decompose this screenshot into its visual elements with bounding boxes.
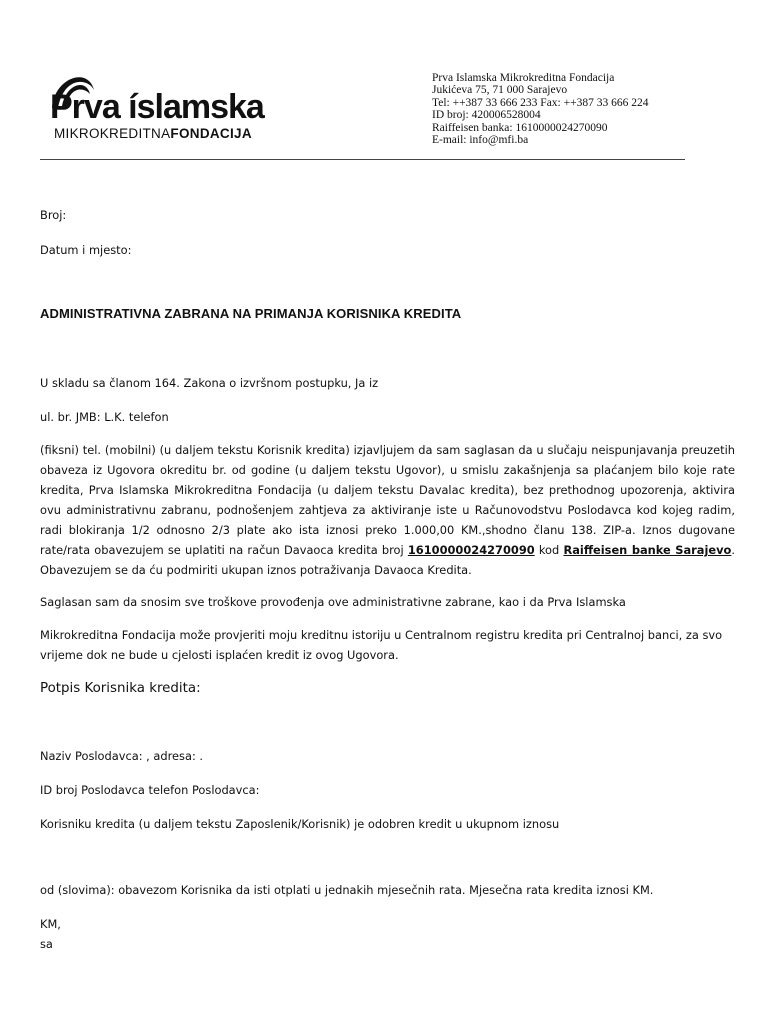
paragraph-2: Saglasan sam da snosim sve troškove provođenja ove administrativne zabrane, kao i da Prva Islamska [40, 595, 626, 609]
contact-line: ID broj: 420006528004 [432, 109, 541, 122]
paragraph-3: Mikrokreditna Fondacija može provjeriti moju kreditnu istoriju u Centralnom registru kredita pri Centralnoj banci, za svo vrijeme dok ne bude u cjelosti isplaćen kredit iz ovog Ugovora. [40, 628, 723, 662]
contact-line: Prva Islamska Mikrokreditna Fondacija [432, 72, 615, 84]
contact-line: E-mail: info@mfi.ba [432, 134, 529, 147]
document-title: ADMINISTRATIVNA ZABRANA NA PRIMANJA KORISNIKA KREDITA [40, 306, 462, 321]
contact-block [432, 72, 712, 146]
bank-name: Raiffeisen banke Sarajevo [563, 543, 732, 557]
broj-field: Broj: [40, 208, 67, 222]
main-text-b: kod [534, 543, 564, 557]
contact-line: Raiffeisen banka: 1610000024270090 [432, 121, 608, 134]
account-number: 1610000024270090 [407, 543, 535, 557]
intro-line-2: ul. br. JMB: L.K. telefon [40, 410, 169, 424]
main-paragraph [40, 440, 735, 580]
main-text-c: . Obavezujem se da ću podmiriti ukupan iznos potraživanja Davaoca Kredita. [40, 543, 735, 577]
installment-line: od (slovima): obavezom Korisnika da isti otplati u jednakih mjesečnih rata. Mjesečna rata kredita iznosi KM. [40, 883, 654, 897]
datum-field: Datum i mjesto: [40, 243, 132, 257]
signature-label: Potpis Korisnika kredita: [40, 681, 201, 696]
logo [48, 68, 273, 146]
credit-line: Korisniku kredita (u daljem tekstu Zaposlenik/Korisnik) je odobren kredit u ukupnom iznosu [40, 817, 560, 831]
employer-id-line: ID broj Poslodavca telefon Poslodavca: [40, 783, 260, 797]
contact-line: Jukićeva 75, 71 000 Sarajevo [432, 84, 568, 97]
header-divider [40, 159, 685, 160]
logo-subtitle-a: MIKROKREDITNA [54, 126, 171, 141]
km-line: KM, [40, 917, 61, 931]
sa-line: sa [40, 937, 53, 951]
logo-wordmark: Prva íslamska [50, 88, 264, 126]
logo-subtitle [54, 126, 252, 141]
logo-subtitle-b: FONDACIJA [170, 126, 252, 141]
contact-line: Tel: ++387 33 666 233 Fax: ++387 33 666 224 [432, 96, 649, 109]
main-text-a: (fiksni) tel. (mobilni) (u daljem tekstu Korisnik kredita) izjavljujem da sam saglasan da u slučaju neispunjavanja preuzetih obaveza iz Ugovora okreditu br. od godine (u daljem tekstu Ugovor), u smislu zakašnjenja sa plaćanjem bilo koje rate kredita, Prva Islamska Mikrokreditna Fondacija (u daljem tekstu Davalac kredita), bez prethodnog upozorenja, aktivira ovu administrativnu zabranu, podnošenjem zahtjeva za aktiviranje iste u Računovodstvu Poslodavca kod kojeg radim, radi blokiranja 1/2 odnosno 2/3 plate ako ista iznosi preko 1.000,00 KM.,shodno članu 138. ZIP-a. Iznos dugovane rate/rata obavezujem se uplatiti na račun Davaoca kredita broj [40, 443, 735, 557]
employer-name-line: Naziv Poslodavca: , adresa: . [40, 749, 204, 763]
intro-line-1: U skladu sa članom 164. Zakona o izvršnom postupku, Ja iz [40, 376, 379, 390]
